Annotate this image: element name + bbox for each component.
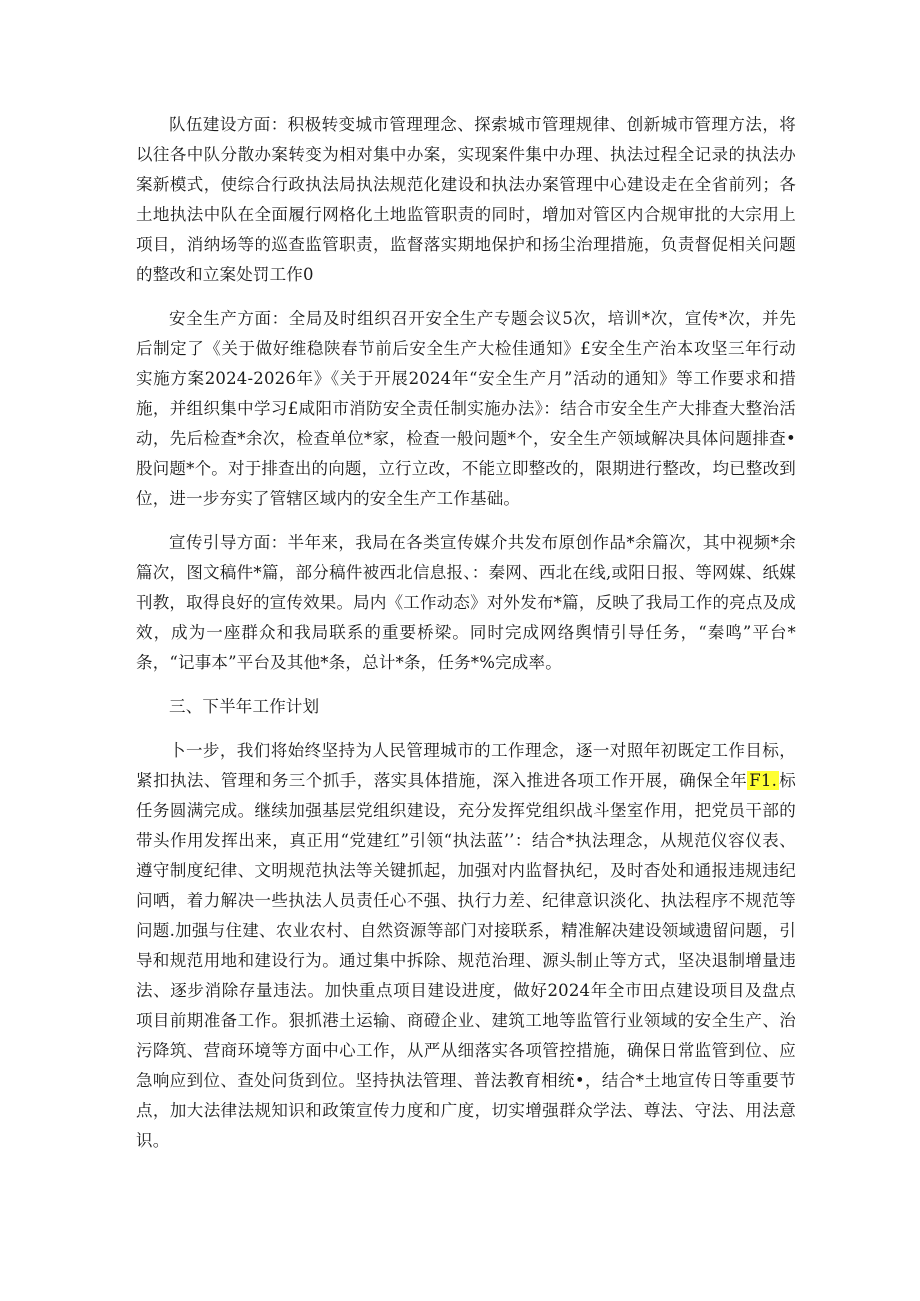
plan-text-start: 卜一步，我们将始终坚持为人民管理城市的工作理念，逐一对照年初既定工作目标，紧扣执法、管理和务三个抓手，落实具体措施，深入推进各项工作开展，确保全年 xyxy=(136,741,796,790)
section-heading: 三、下半年工作计划 xyxy=(169,697,320,716)
paragraph-safety-production: 安全生产方面：全局及时组织召开安全生产专题会议5次，培训*次，宣传*次，并先后制定了《关于做好维稳陕春节前后安全生产大检佳通知》£安全生产治本攻坚三年行动实施方案2024-2026年》《关于开展2024年“安全生产月”活动的通知》等工作要求和措施，并组织集中学习£咸阳市消防安全责任制实施办法》：结合市安全生产大排查大整治活动，先后检查*余次，检查单位*家，检查一般问题*个，安全生产领域解决具体问题排查•股问题*个。对于排查出的向题，立行立改，不能立即整改的，限期进行整改，均已整改到位，进一步夯实了管辖区域内的安全生产工作基础。 xyxy=(136,309,796,508)
document-body xyxy=(136,110,796,1170)
paragraph-team-building: 队伍建设方面：积极转变城市管理理念、探索城市管理规律、创新城市管理方法，将以往各中队分散办案转变为相对集中办案，实现案件集中办理、执法过程全记录的执法办案新模式，使综合行政执法局执法规范化建设和执法办案管理中心建设走在全省前列；各土地执法中队在全面履行网格化土地监管职责的同时，增加对管区内合规审批的大宗用上项目，消纳场等的巡查监管职责，监督落实期地保护和扬尘治理措施，负责督促相关问题的整改和立案处罚工作0 xyxy=(136,115,796,284)
paragraph-work-plan xyxy=(136,736,796,1156)
paragraph-publicity: 宣传引导方面：半年来，我局在各类宣传媒介共发布原创作品*余篇次，其中视频*余篇次，图文稿件*篇，部分稿件被西北信息报、：秦网、西北在线,或阳日报、等网媒、纸媒刊教，取得良好的宣传效果。局内《工作动态》对外发布*篇，反映了我局工作的亮点及成效，成为一座群众和我局联系的重要桥梁。同时完成网络舆情引导任务，“秦鸣”平台*条，“记事本”平台及其他*条，总计*条，任务*%完成率。 xyxy=(136,533,796,672)
highlighted-text: F1. xyxy=(749,771,778,790)
plan-text-end: 标任务圆满完成。继续加强基层党组织建设，充分发挥党组织战斗堡室作用，把党员干部的带头作用发挥出来，真正用“党建红”引领“执法蓝’’：结合*执法理念，从规范仪容仪表、遵守制度纪律、文明规范执法等关键抓起，加强对内监督执纪，及时杳处和通报违规违纪问哂，着力解决一些执法人员责任心不强、执行力差、纪律意识淡化、执法程序不规范等问题.加强与住建、农业农村、自然资源等部门对接联系，精准解决建设领域遗留问题，引导和规范用地和建设行为。通过集中拆除、规范治理、源头制止等方式，坚决退制增量违法、逐步消除存量违法。加快重点项目建设进度，做好2024年全市田点建设项目及盘点项目前期准备工作。狠抓港土运输、商磴企业、建筑工地等监管行业领域的安全生产、治污降筑、营商环境等方面中心工作，从严从细落实各项管控措施，确保日常监管到位、应急响应到位、查处问货到位。坚持执法管理、普法教育相统•，结合*土地宣传日等重要节点，加大法律法规知识和政策宣传力度和广度，切实增强群众学法、尊法、守法、用法意识。 xyxy=(136,771,796,1150)
